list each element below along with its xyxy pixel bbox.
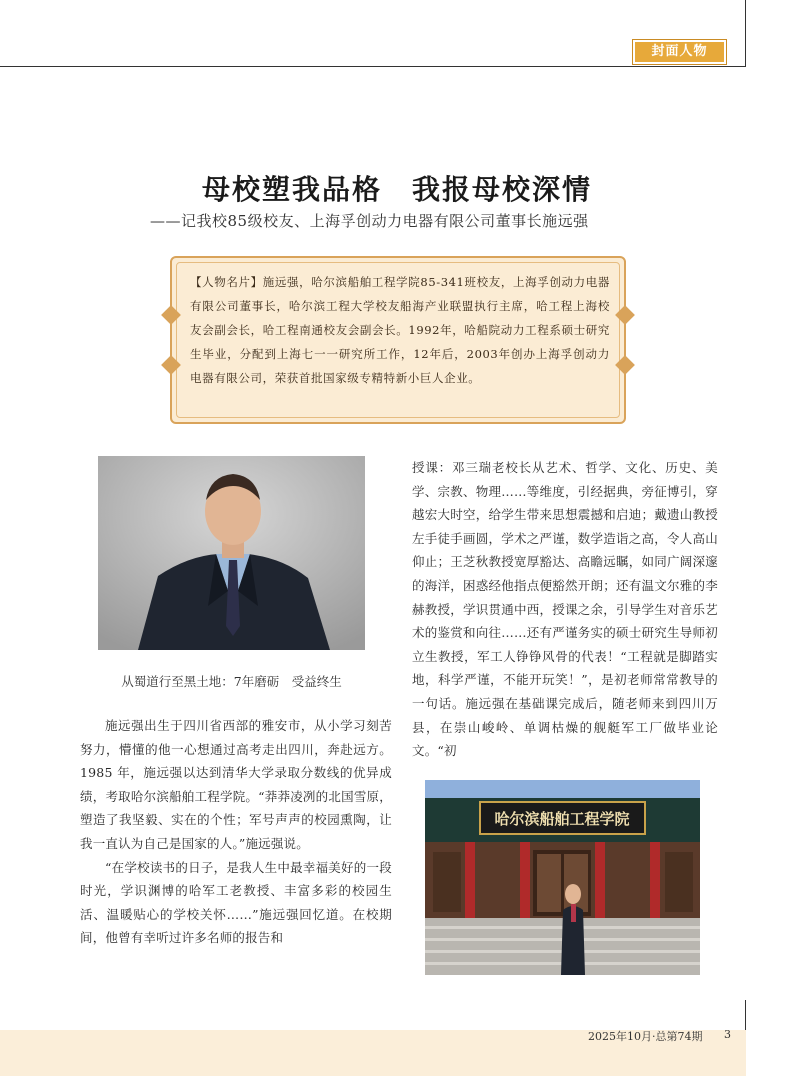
body-right-column bbox=[412, 456, 718, 763]
article-subtitle: ——记我校85级校友、上海孚创动力电器有限公司董事长施远强 bbox=[150, 212, 589, 230]
campus-photo bbox=[425, 780, 700, 975]
header-rule bbox=[0, 66, 746, 67]
body-paragraph: 授课：邓三瑞老校长从艺术、哲学、文化、历史、美学、宗教、物理……等维度，引经据典，旁征博引，穿越宏大时空，给学生带来思想震撼和启迪；戴遗山教授左手徒手画圆，学术之严谨，数学造诣之高，令人高山仰止；王芝秋教授宽厚豁达、高瞻远瞩，如同广阔深邃的海洋，困惑经他指点便豁然开朗；还有温文尔雅的李赫教授，学识贯通中西，授课之余，引导学生对音乐艺术的鉴赏和向往……还有严谨务实的硕士研究生导师初立生教授，军工人铮铮风骨的代表！“工程就是脚踏实地，科学严谨，不能开玩笑！”，是初老师常常教导的一句话。施远强在基础课完成后，随老师来到四川万县，在崇山峻岭、单调枯燥的舰艇军工厂做毕业论文。“初 bbox=[412, 460, 718, 759]
photo-caption: 从蜀道行至黑土地：7年磨砺 受益终生 bbox=[121, 674, 342, 689]
portrait-photo bbox=[98, 456, 365, 650]
body-paragraph: 施远强出生于四川省西部的雅安市，从小学习刻苦努力，懵懂的他一心想通过高考走出四川，奔赴远方。1985 年，施远强以达到清华大学录取分数线的优异成绩，考取哈尔滨船舶工程学院。“莽莽凌冽的北国雪原，塑造了我坚毅、实在的个性；军号声声的校园熏陶，让我一直认为自己是国家的人。”施远强说。 bbox=[80, 718, 392, 851]
body-left-column bbox=[80, 714, 392, 950]
section-tag: 封面人物 bbox=[633, 40, 726, 64]
page-number: 3 bbox=[724, 1028, 731, 1041]
article-title: 母校塑我品格 我报母校深情 bbox=[201, 173, 592, 206]
campus-sign: 哈尔滨船舶工程学院 bbox=[494, 810, 630, 828]
issue-info: 2025年10月·总第74期 bbox=[588, 1030, 703, 1043]
profile-card bbox=[170, 256, 626, 424]
frame-rule-top bbox=[745, 0, 746, 66]
body-paragraph: “在学校读书的日子，是我人生中最幸福美好的一段时光，学识渊博的哈军工老教授、丰富多彩的校园生活、温暖贴心的学校关怀……”施远强回忆道。在校期间，他曾有幸听过许多名师的报告和 bbox=[80, 859, 392, 946]
profile-text: 【人物名片】施远强，哈尔滨船舶工程学院85-341班校友，上海孚创动力电器有限公司董事长，哈尔滨工程大学校友船海产业联盟执行主席，哈工程上海校友会副会长，哈工程南通校友会副会长。1992年，哈船院动力工程系硕士研究生毕业，分配到上海七一一研究所工作，12年后，2003年创办上海孚创动力电器有限公司，荣获首批国家级专精特新小巨人企业。 bbox=[190, 275, 610, 385]
